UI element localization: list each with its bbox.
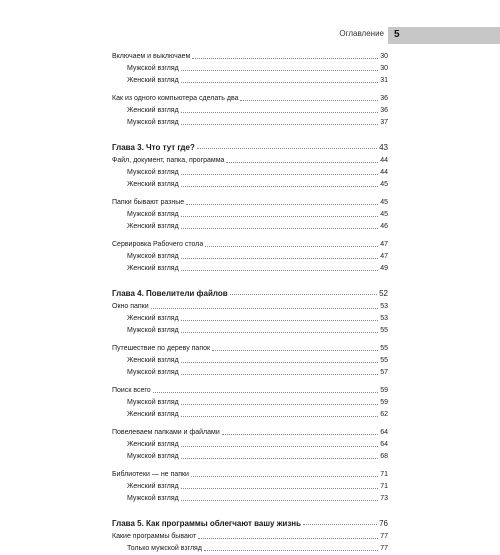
toc-entry-title: Папки бывают разные xyxy=(112,199,185,206)
toc-entry-page: 37 xyxy=(380,119,388,126)
toc-entry-page: 31 xyxy=(380,77,388,84)
toc-entry xyxy=(112,397,388,409)
toc-entry xyxy=(112,63,388,75)
toc-entry xyxy=(112,221,388,233)
dot-leader xyxy=(191,469,378,477)
toc-entry xyxy=(112,251,388,263)
toc-entry-page: 55 xyxy=(380,327,388,334)
toc-entry-title: Женский взгляд xyxy=(127,315,179,322)
toc-entry-page: 71 xyxy=(380,471,388,478)
toc-entry xyxy=(112,451,388,463)
toc-entry-page: 43 xyxy=(379,143,388,152)
toc-entry-title: Сервировка Рабочего стола xyxy=(112,241,204,248)
toc-entry-page: 47 xyxy=(380,253,388,260)
toc-entry xyxy=(112,343,388,355)
dot-leader xyxy=(198,531,378,539)
toc-entry-title: Мужской взгляд xyxy=(127,327,179,334)
toc-entry-title: Женский взгляд xyxy=(127,223,179,230)
toc-entry xyxy=(112,439,388,451)
toc-entry-title: Женский взгляд xyxy=(127,107,179,114)
dot-leader xyxy=(204,543,378,551)
dot-leader xyxy=(192,51,378,59)
toc-entry-page: 44 xyxy=(380,169,388,176)
dot-leader xyxy=(181,313,379,321)
toc-entry xyxy=(112,355,388,367)
toc-entry xyxy=(112,239,388,251)
dot-leader xyxy=(226,155,378,163)
toc-entry-title: Только мужской взгляд xyxy=(127,545,202,552)
dot-leader xyxy=(181,167,378,175)
toc-entry xyxy=(112,197,388,209)
toc-entry-page: 45 xyxy=(380,211,388,218)
toc-entry-title: Мужской взгляд xyxy=(127,119,179,126)
dot-leader xyxy=(181,117,378,125)
toc-entry-page: 53 xyxy=(380,303,388,310)
dot-leader xyxy=(230,287,377,295)
toc-entry-page: 64 xyxy=(380,429,388,436)
toc-entry xyxy=(112,301,388,313)
toc-entry-title: Мужской взгляд xyxy=(127,369,179,376)
toc-entry-title: Как из одного компьютера сделать два xyxy=(112,95,239,102)
toc-entry-title: Мужской взгляд xyxy=(127,495,179,502)
toc-entry-page: 52 xyxy=(379,289,388,298)
dot-leader xyxy=(181,75,379,83)
toc-entry xyxy=(112,313,388,325)
toc-entry-title: Мужской взгляд xyxy=(127,169,179,176)
toc-entry xyxy=(112,105,388,117)
dot-leader xyxy=(197,141,377,149)
toc-entry xyxy=(112,409,388,421)
toc-entry-title: Какие программы бывают xyxy=(112,533,197,540)
toc-entry-page: 45 xyxy=(380,199,388,206)
toc-entry-title: Глава 5. Как программы облегчают вашу жизнь xyxy=(112,519,302,528)
dot-leader xyxy=(153,385,379,393)
toc-entry-title: Путешествие по дереву папок xyxy=(112,345,211,352)
dot-leader xyxy=(181,251,378,259)
toc-entry xyxy=(112,469,388,481)
toc-entry-page: 77 xyxy=(380,545,388,552)
toc-entry xyxy=(112,385,388,397)
dot-leader xyxy=(303,517,377,525)
toc-entry xyxy=(112,75,388,87)
dot-leader xyxy=(212,343,378,351)
toc-entry-title: Глава 3. Что тут где? xyxy=(112,143,195,152)
toc-entry-page: 53 xyxy=(380,315,388,322)
toc-entry xyxy=(112,263,388,275)
dot-leader xyxy=(181,355,379,363)
dot-leader xyxy=(181,325,378,333)
toc-entry-title: Библиотеки — не папки xyxy=(112,471,189,478)
dot-leader xyxy=(186,197,378,205)
toc-entry xyxy=(112,493,388,505)
dot-leader xyxy=(181,397,378,405)
toc-entry-page: 73 xyxy=(380,495,388,502)
toc-entry xyxy=(112,481,388,493)
toc-entry-title: Женский взгляд xyxy=(127,181,179,188)
dot-leader xyxy=(181,481,379,489)
toc-entry-title: Мужской взгляд xyxy=(127,399,179,406)
toc-entry xyxy=(112,155,388,167)
toc-entry xyxy=(112,167,388,179)
toc-entry-page: 36 xyxy=(380,95,388,102)
toc-entry-page: 62 xyxy=(380,411,388,418)
toc-entry-title: Поиск всего xyxy=(112,387,151,394)
dot-leader xyxy=(222,427,378,435)
dot-leader xyxy=(181,409,379,417)
dot-leader xyxy=(151,301,379,309)
toc-entry-title: Файл, документ, папка, программа xyxy=(112,157,225,164)
toc-entry xyxy=(112,367,388,379)
toc-entry-page: 47 xyxy=(380,241,388,248)
toc-chapter-entry xyxy=(112,287,388,301)
toc-entry-title: Включаем и выключаем xyxy=(112,53,191,60)
toc-entry-title: Женский взгляд xyxy=(127,441,179,448)
toc-entry xyxy=(112,179,388,191)
toc-entry xyxy=(112,93,388,105)
page-number: 5 xyxy=(394,29,400,40)
dot-leader xyxy=(181,439,379,447)
toc-entry-title: Женский взгляд xyxy=(127,483,179,490)
toc-entry-title: Мужской взгляд xyxy=(127,453,179,460)
dot-leader xyxy=(205,239,378,247)
toc-entry-page: 68 xyxy=(380,453,388,460)
section-title: Оглавление xyxy=(339,29,384,38)
dot-leader xyxy=(181,221,379,229)
dot-leader xyxy=(181,209,378,217)
toc-entry-title: Женский взгляд xyxy=(127,411,179,418)
toc-entry-title: Окно папки xyxy=(112,303,149,310)
toc-entry xyxy=(112,531,388,543)
toc-entry-page: 45 xyxy=(380,181,388,188)
dot-leader xyxy=(181,179,379,187)
toc-entry-page: 55 xyxy=(380,345,388,352)
dot-leader xyxy=(181,263,379,271)
toc-entry-page: 30 xyxy=(380,65,388,72)
toc-entry-title: Мужской взгляд xyxy=(127,65,179,72)
toc-entry-page: 55 xyxy=(380,357,388,364)
toc-entry-title: Повелеваем папками и файлами xyxy=(112,429,220,436)
toc-entry-title: Мужской взгляд xyxy=(127,211,179,218)
toc-entry xyxy=(112,117,388,129)
toc-entry-page: 36 xyxy=(380,107,388,114)
toc-entry-page: 46 xyxy=(380,223,388,230)
toc-entry-title: Женский взгляд xyxy=(127,357,179,364)
toc-entry-title: Женский взгляд xyxy=(127,77,179,84)
toc-entry-page: 77 xyxy=(380,533,388,540)
toc-entry-page: 30 xyxy=(380,53,388,60)
page-number-tab xyxy=(388,27,500,44)
toc-entry-page: 64 xyxy=(380,441,388,448)
dot-leader xyxy=(181,367,378,375)
toc-entry-page: 59 xyxy=(380,387,388,394)
toc-entry xyxy=(112,325,388,337)
dot-leader xyxy=(181,451,378,459)
toc-entry-page: 59 xyxy=(380,399,388,406)
toc-entry-title: Мужской взгляд xyxy=(127,253,179,260)
toc-entry-title: Женский взгляд xyxy=(127,265,179,272)
toc-chapter-entry xyxy=(112,141,388,155)
toc-entry xyxy=(112,209,388,221)
toc-chapter-entry xyxy=(112,517,388,531)
toc-entry-page: 57 xyxy=(380,369,388,376)
dot-leader xyxy=(240,93,378,101)
table-of-contents xyxy=(112,51,388,555)
running-header xyxy=(0,27,500,44)
toc-entry-page: 76 xyxy=(379,519,388,528)
toc-entry xyxy=(112,543,388,555)
toc-entry-title: Глава 4. Повелители файлов xyxy=(112,289,228,298)
toc-entry-page: 71 xyxy=(380,483,388,490)
toc-entry xyxy=(112,427,388,439)
toc-entry-page: 49 xyxy=(380,265,388,272)
dot-leader xyxy=(181,105,379,113)
toc-entry xyxy=(112,51,388,63)
toc-entry-page: 44 xyxy=(380,157,388,164)
dot-leader xyxy=(181,63,378,71)
